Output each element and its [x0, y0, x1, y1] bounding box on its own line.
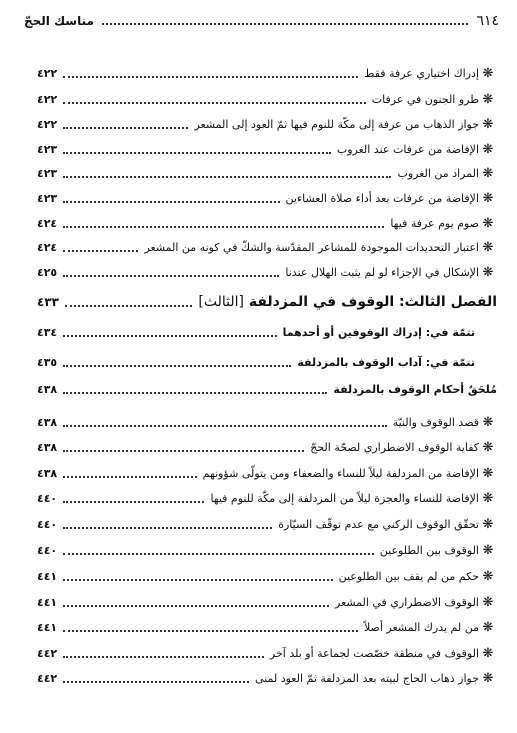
- flower-bullet-icon: ❋: [482, 265, 494, 280]
- flower-bullet-icon: ❋: [482, 415, 494, 430]
- leader-dots: [63, 623, 358, 632]
- toc-entry[interactable]: [37, 66, 497, 81]
- leader-dots: [63, 520, 272, 529]
- leader-dots: [63, 385, 327, 394]
- leader-dots: [63, 169, 391, 178]
- leader-dots: [63, 95, 366, 104]
- flower-bullet-icon: ❋: [482, 92, 494, 107]
- flower-bullet-icon: ❋: [482, 240, 494, 255]
- chapter-page: ٤٣٣: [37, 295, 59, 309]
- toc-entry[interactable]: [37, 142, 497, 157]
- entry-page: ٤٤١: [37, 596, 58, 609]
- entry-title: الوقوف بين الطلوعين: [379, 544, 479, 557]
- chapter-title: الفصل الثالث: الوقوف في المزدلفة: [248, 294, 497, 310]
- entry-title: تتمّة في: إدراك الوقوفين أو أحدهما: [282, 326, 475, 339]
- toc-entry[interactable]: [37, 620, 497, 635]
- entry-title: إدراك اختياري عرفة فقط: [364, 67, 479, 80]
- leader-dots: [63, 494, 204, 503]
- leader-dots: [63, 443, 304, 452]
- chapter-bracket-label: [الثالث]: [198, 294, 244, 310]
- toc-entry[interactable]: [37, 92, 497, 107]
- flower-bullet-icon: ❋: [482, 517, 494, 532]
- page-header: [24, 10, 499, 32]
- entry-title: الإشكال في الإجزاء لو لم يثبت الهلال عندنا: [285, 266, 479, 279]
- entry-title: اعتبار التحديدات الموجودة للمشاعر المقدّسة والشكّ في كونه من المشعر: [144, 241, 479, 254]
- toc-subentry[interactable]: [37, 326, 475, 339]
- entry-title: صوم يوم عرفة فيها: [390, 217, 479, 230]
- toc-entry[interactable]: [37, 117, 497, 132]
- flower-bullet-icon: ❋: [482, 66, 494, 81]
- flower-bullet-icon: ❋: [482, 166, 494, 181]
- entry-page: ٤٤١: [37, 621, 58, 634]
- entry-title: من لم يدرك المشعر أصلاً: [363, 621, 479, 634]
- entry-page: ٤٤٢: [37, 672, 58, 685]
- entry-page: ٤٤٠: [37, 492, 58, 505]
- running-title: مناسك الحجّ: [24, 14, 94, 28]
- toc-entry[interactable]: [37, 671, 497, 686]
- leader-dots: [63, 674, 249, 683]
- leader-dots: [63, 469, 197, 478]
- entry-title: كفاية الوقوف الاضطراري لصحّة الحجّ: [310, 441, 479, 454]
- entry-title: الوقوف في منطقة خصّصت لجماعة أو بلد آخر: [269, 647, 479, 660]
- leader-dots: [63, 358, 291, 367]
- flower-bullet-icon: ❋: [482, 646, 494, 661]
- toc-entry[interactable]: [37, 543, 497, 558]
- entry-page: ٤٣٨: [37, 441, 58, 454]
- entry-page: ٤٤٠: [37, 544, 58, 557]
- entry-title: جواز ذهاب الحاج لبيته بعد المزدلفة ثمّ العود لمنى: [255, 672, 479, 685]
- toc-entry[interactable]: [37, 240, 497, 255]
- flower-bullet-icon: ❋: [482, 191, 494, 206]
- toc-entry[interactable]: [37, 466, 497, 481]
- entry-page: ٤٢٣: [37, 167, 58, 180]
- entry-page: ٤٣٥: [37, 356, 58, 369]
- leader-dots: [63, 546, 374, 555]
- leader-dots: [102, 17, 469, 25]
- entry-title: تتمّة في: آداب الوقوف بالمزدلفة: [297, 356, 475, 369]
- leader-dots: [63, 69, 358, 78]
- entry-title: الإفاضة من عرفات بعد أداء صلاة العشاءين: [285, 192, 479, 205]
- flower-bullet-icon: ❋: [482, 620, 494, 635]
- entry-title: جواز الذهاب من عرفة إلى مكّة للنوم فيها ثمّ العود إلى المشعر: [194, 118, 479, 131]
- appendix-page: ٤٣٨: [37, 383, 58, 396]
- leader-dots: [63, 418, 387, 427]
- entry-page: ٤٢٤: [37, 217, 58, 230]
- toc-entry[interactable]: [37, 517, 497, 532]
- flower-bullet-icon: ❋: [482, 491, 494, 506]
- entry-title: الإفاضة من عرفات عند الغروب: [336, 143, 479, 156]
- toc-entry[interactable]: [37, 166, 497, 181]
- toc-entry[interactable]: [37, 646, 497, 661]
- entry-page: ٤٢٥: [37, 266, 58, 279]
- entry-page: ٤٣٤: [37, 326, 58, 339]
- entry-title: حكم من لم يقف بين الطلوعين: [338, 570, 479, 583]
- leader-dots: [63, 268, 279, 277]
- flower-bullet-icon: ❋: [482, 595, 494, 610]
- flower-bullet-icon: ❋: [482, 569, 494, 584]
- entry-title: المراد من الغروب: [397, 167, 479, 180]
- flower-bullet-icon: ❋: [482, 440, 494, 455]
- toc-entry[interactable]: [37, 265, 497, 280]
- toc-entry[interactable]: [37, 191, 497, 206]
- entry-title: قصد الوقوف والنيّة: [392, 416, 479, 429]
- flower-bullet-icon: ❋: [482, 671, 494, 686]
- appendix-title: مُلحَقٌ أحكام الوقوف بالمزدلفة: [333, 383, 497, 396]
- entry-title: طرو الجنون في عرفات: [371, 93, 479, 106]
- entry-page: ٤٢٣: [37, 192, 58, 205]
- entry-title: الإفاضة للنساء والعجزة ليلاً من المزدلفة إلى مكّة للنوم فيها: [210, 492, 479, 505]
- entry-page: ٤٢٣: [37, 143, 58, 156]
- leader-dots: [63, 328, 276, 337]
- entry-title: تحقّق الوقوف الركني مع عدم توقّف السيّارة: [278, 518, 479, 531]
- leader-dots: [63, 243, 138, 252]
- leader-dots: [63, 219, 384, 228]
- leader-dots: [63, 145, 331, 154]
- leader-dots: [65, 298, 192, 307]
- entry-page: ٤٢٢: [37, 67, 58, 80]
- leader-dots: [63, 194, 279, 203]
- flower-bullet-icon: ❋: [482, 543, 494, 558]
- entry-page: ٤٢٤: [37, 241, 58, 254]
- leader-dots: [63, 649, 264, 658]
- flower-bullet-icon: ❋: [482, 216, 494, 231]
- toc-entry[interactable]: [37, 415, 497, 430]
- appendix-heading[interactable]: [37, 383, 497, 396]
- entry-page: ٤٤٠: [37, 518, 58, 531]
- entry-page: ٤٤٢: [37, 647, 58, 660]
- page-number: ٦١٤: [476, 13, 499, 29]
- entry-page: ٤٤١: [37, 570, 58, 583]
- toc-entry[interactable]: [37, 569, 497, 584]
- toc-entry[interactable]: [37, 440, 497, 455]
- toc-entry[interactable]: [37, 491, 497, 506]
- toc-entry[interactable]: [37, 595, 497, 610]
- entry-page: ٤٢٢: [37, 93, 58, 106]
- toc-entry[interactable]: [37, 216, 497, 231]
- leader-dots: [63, 572, 332, 581]
- flower-bullet-icon: ❋: [482, 117, 494, 132]
- flower-bullet-icon: ❋: [482, 142, 494, 157]
- entry-page: ٤٣٨: [37, 416, 58, 429]
- entry-title: الإفاضة من المزدلفة ليلاً للنساء والضعفاء ومن يتولّى شؤونهم: [202, 467, 479, 480]
- flower-bullet-icon: ❋: [482, 466, 494, 481]
- chapter-heading[interactable]: [37, 294, 497, 310]
- entry-page: ٤٣٨: [37, 467, 58, 480]
- entry-title: الوقوف الاضطراري في المشعر: [334, 596, 479, 609]
- entry-page: ٤٢٢: [37, 118, 58, 131]
- toc-subentry[interactable]: [37, 356, 475, 369]
- leader-dots: [63, 120, 188, 129]
- leader-dots: [63, 598, 329, 607]
